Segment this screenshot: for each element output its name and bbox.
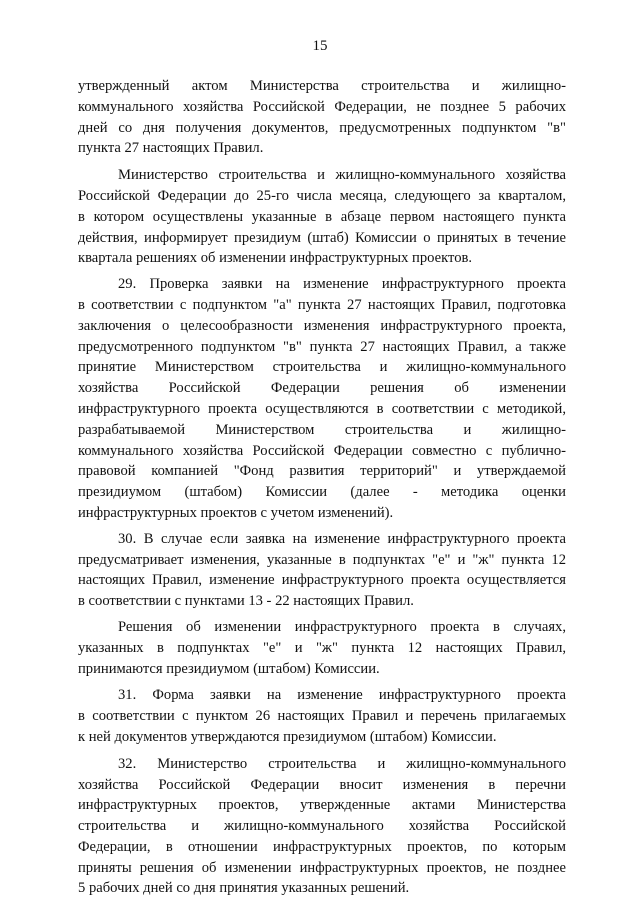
text-line: предусматривает изменения, указанные в подпунктах "е" и "ж" пункта 12 [78, 551, 566, 568]
text-line: инфраструктурных проектов, утвержденные актами Министерства [78, 797, 566, 814]
text-line: 31. Форма заявки на изменение инфраструктурного проекта [118, 687, 566, 704]
text-line: 29. Проверка заявки на изменение инфраструктурного проекта [118, 276, 566, 293]
text-line: в соответствии с пунктом 26 настоящих Правил и перечень прилагаемых [78, 708, 566, 725]
text-line: президиумом (штабом) Комиссии (далее - методика оценки [78, 484, 566, 501]
paragraph [78, 274, 566, 524]
paragraph [78, 165, 566, 269]
text-line: дней со дня получения документов, предусмотренных подпунктом "в" [78, 119, 566, 136]
text-line: действия, информирует президиум (штаб) Комиссии о принятых в течение [78, 229, 566, 246]
text-line: в соответствии с подпунктом "а" пункта 27 настоящих Правил, подготовка [78, 296, 566, 313]
text-line: приняты решения об изменении инфраструктурных проектов, не позднее [78, 859, 566, 876]
text-line: принятие Министерством строительства и жилищно-коммунального [78, 359, 566, 376]
text-line: Российской Федерации до 25-го числа месяца, следующего за кварталом, [78, 187, 566, 204]
text-line: 30. В случае если заявка на изменение инфраструктурного проекта [118, 530, 566, 547]
document-body [78, 76, 566, 899]
text-line: хозяйства Российской Федерации решения об изменении [78, 380, 566, 397]
text-line: пункта 27 настоящих Правил. [78, 140, 264, 157]
text-line: строительства и жилищно-коммунального хозяйства Российской [78, 818, 566, 835]
page-number: 15 [312, 38, 328, 54]
text-line: 5 рабочих дней со дня принятия указанных решений. [78, 880, 410, 897]
text-line: Министерство строительства и жилищно-коммунального хозяйства [118, 167, 566, 184]
text-line: Решения об изменении инфраструктурного проекта в случаях, [118, 618, 566, 635]
text-line: заключения о целесообразности изменения инфраструктурного проекта, [78, 317, 566, 334]
text-line: Федерации, в отношении инфраструктурных проектов, по которым [78, 838, 566, 855]
text-line: квартала решениях об изменении инфраструктурных проектов. [78, 250, 473, 267]
text-line: в котором осуществлены указанные в абзаце первом настоящего пункта [78, 208, 566, 225]
text-line: в соответствии с пунктами 13 - 22 настоящих Правил. [78, 593, 414, 610]
text-line: разрабатываемой Министерством строительства и жилищно- [78, 421, 566, 438]
paragraph [78, 685, 566, 747]
text-line: правовой компанией "Фонд развития территорий" и утверждаемой [78, 463, 566, 480]
text-line: коммунального хозяйства Российской Федерации совместно с публично- [78, 442, 566, 459]
paragraph [78, 754, 566, 900]
paragraph [78, 529, 566, 612]
text-line: коммунального хозяйства Российской Федерации, не позднее 5 рабочих [78, 98, 566, 115]
text-line: инфраструктурных проектов с учетом изменений). [78, 504, 394, 521]
text-line: инфраструктурного проекта осуществляются в соответствии с методикой, [78, 400, 566, 417]
text-line: к ней документов утверждаются президиумом (штабом) Комиссии. [78, 728, 497, 745]
text-line: указанных в подпунктах "е" и "ж" пункта 12 настоящих Правил, [78, 639, 566, 656]
text-line: принимаются президиумом (штабом) Комиссии. [78, 660, 380, 677]
text-line: настоящих Правил, изменение инфраструктурного проекта осуществляется [78, 572, 566, 589]
text-line: предусмотренного подпунктом "в" пункта 27 настоящих Правил, а также [78, 338, 566, 355]
paragraph [78, 617, 566, 679]
text-line: хозяйства Российской Федерации вносит изменения в перечни [78, 776, 566, 793]
paragraph [78, 76, 566, 159]
text-line: утвержденный актом Министерства строительства и жилищно- [78, 78, 566, 94]
text-line: 32. Министерство строительства и жилищно-коммунального [118, 755, 566, 772]
